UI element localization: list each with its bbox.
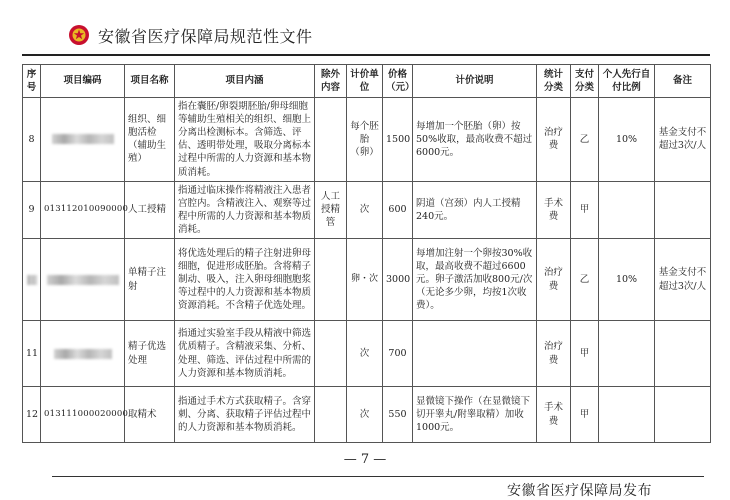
cell-unit: 每个胚胎（卵）: [347, 98, 383, 182]
cell-stat: 手术费: [537, 181, 571, 238]
cell-price: 3000: [383, 239, 413, 321]
table-row: [23, 387, 711, 443]
cell-stat: 治疗费: [537, 98, 571, 182]
cell-pay: 甲: [571, 181, 599, 238]
cell-seq: 11: [23, 321, 41, 387]
redacted-code: [52, 134, 114, 144]
cell-content: 指通过手术方式获取精子。含穿刺、分离、获取精子评估过程中的人力资源和基本物质消耗。: [175, 387, 315, 443]
cell-unit: 次: [347, 387, 383, 443]
cell-pay: 乙: [571, 239, 599, 321]
cell-content: 将优选处理后的精子注射进卵母细胞，促进形成胚胎。含将精子制动、吸入，注入卵母细胞胞浆等过程中的人力资源和基本物质资源消耗。不含精子优选处理。: [175, 239, 315, 321]
col-header-ratio: 个人先行自付比例: [599, 65, 655, 98]
cell-exclude: [315, 98, 347, 182]
cell-name: 精子优选处理: [125, 321, 175, 387]
cell-price: 1500: [383, 98, 413, 182]
col-header-code: 项目编码: [41, 65, 125, 98]
cell-exclude: 人工授精管: [315, 181, 347, 238]
cell-name: 人工授精: [125, 181, 175, 238]
cell-unit: 次: [347, 181, 383, 238]
cell-content: 指通过临床操作将精液注入患者宫腔内。含精液注入、观察等过程中所需的人力资源和基本物质消耗。: [175, 181, 315, 238]
cell-stat: 治疗费: [537, 239, 571, 321]
cell-note: 基金支付不超过3次/人: [655, 98, 711, 182]
cell-unit: 卵・次: [347, 239, 383, 321]
cell-stat: 手术费: [537, 387, 571, 443]
col-header-desc: 计价说明: [413, 65, 537, 98]
col-header-unit: 计价单位: [347, 65, 383, 98]
cell-price: 550: [383, 387, 413, 443]
col-header-name: 项目名称: [125, 65, 175, 98]
col-header-stat: 统计分类: [537, 65, 571, 98]
cell-stat: 治疗费: [537, 321, 571, 387]
table-row: [23, 321, 711, 387]
table-row: [23, 181, 711, 238]
cell-code: 013111000020000: [41, 387, 125, 443]
cell-ratio: [599, 321, 655, 387]
cell-code: [41, 321, 125, 387]
cell-note: [655, 181, 711, 238]
cell-price: 600: [383, 181, 413, 238]
col-header-content: 项目内涵: [175, 65, 315, 98]
table-row: [23, 239, 711, 321]
national-emblem-icon: [68, 24, 90, 46]
cell-name: 组织、细胞活检（辅助生殖）: [125, 98, 175, 182]
col-header-note: 备注: [655, 65, 711, 98]
cell-pay: 乙: [571, 98, 599, 182]
redacted-code: [47, 275, 119, 285]
cell-ratio: 10%: [599, 98, 655, 182]
cell-note: [655, 387, 711, 443]
header-divider: [22, 54, 710, 56]
cell-unit: 次: [347, 321, 383, 387]
cell-ratio: [599, 181, 655, 238]
cell-pay: 甲: [571, 387, 599, 443]
cell-exclude: [315, 239, 347, 321]
cell-content: 指通过实验室手段从精液中筛选优质精子。含精液采集、分析、处理、筛选、评估过程中所需的人力资源和基本物质消耗。: [175, 321, 315, 387]
cell-desc: 显微镜下操作（在显微镜下切开睾丸/附睾取精）加收1000元。: [413, 387, 537, 443]
col-header-price: 价格（元）: [383, 65, 413, 98]
cell-desc: 每增加一个胚胎（卵）按50%收取，最高收费不超过6000元。: [413, 98, 537, 182]
cell-ratio: 10%: [599, 239, 655, 321]
cell-seq: 12: [23, 387, 41, 443]
table-header-row: [23, 65, 711, 98]
footer-divider: [52, 476, 704, 477]
cell-name: 单精子注射: [125, 239, 175, 321]
cell-desc: 阴道（宫颈）内人工授精240元。: [413, 181, 537, 238]
cell-pay: 甲: [571, 321, 599, 387]
cell-price: 700: [383, 321, 413, 387]
cell-content: 指在囊胚/卵裂期胚胎/卵母细胞等辅助生殖相关的组织、细胞上分离出检测标本。含筛选、评估、透明带处理，吸取分离标本过程中所需的人力资源和基本物质消耗。: [175, 98, 315, 182]
cell-name: 取精术: [125, 387, 175, 443]
cell-code: 013112010090000: [41, 181, 125, 238]
col-header-exclude: 除外内容: [315, 65, 347, 98]
cell-code: [41, 239, 125, 321]
cell-seq: 8: [23, 98, 41, 182]
header-title: 安徽省医疗保障局规范性文件: [98, 26, 313, 46]
cell-exclude: [315, 387, 347, 443]
cell-seq: [23, 239, 41, 321]
col-header-seq: 序号: [23, 65, 41, 98]
cell-exclude: [315, 321, 347, 387]
redacted-code: [54, 349, 112, 359]
cell-code: [41, 98, 125, 182]
cell-desc: [413, 321, 537, 387]
document-header: [68, 22, 313, 48]
cell-ratio: [599, 387, 655, 443]
cell-seq: 9: [23, 181, 41, 238]
col-header-pay: 支付分类: [571, 65, 599, 98]
table-row: [23, 98, 711, 182]
cell-note: [655, 321, 711, 387]
publisher-line: 安徽省医疗保障局发布: [507, 483, 652, 499]
pricing-table: [22, 64, 711, 443]
redacted-seq: [27, 275, 37, 285]
cell-desc: 每增加注射一个卵按30%收取，最高收费不超过6600元。卵子激活加收800元/次（无论多少卵，均按1次收费）。: [413, 239, 537, 321]
page-number: — 7 —: [343, 452, 387, 467]
cell-note: 基金支付不超过3次/人: [655, 239, 711, 321]
